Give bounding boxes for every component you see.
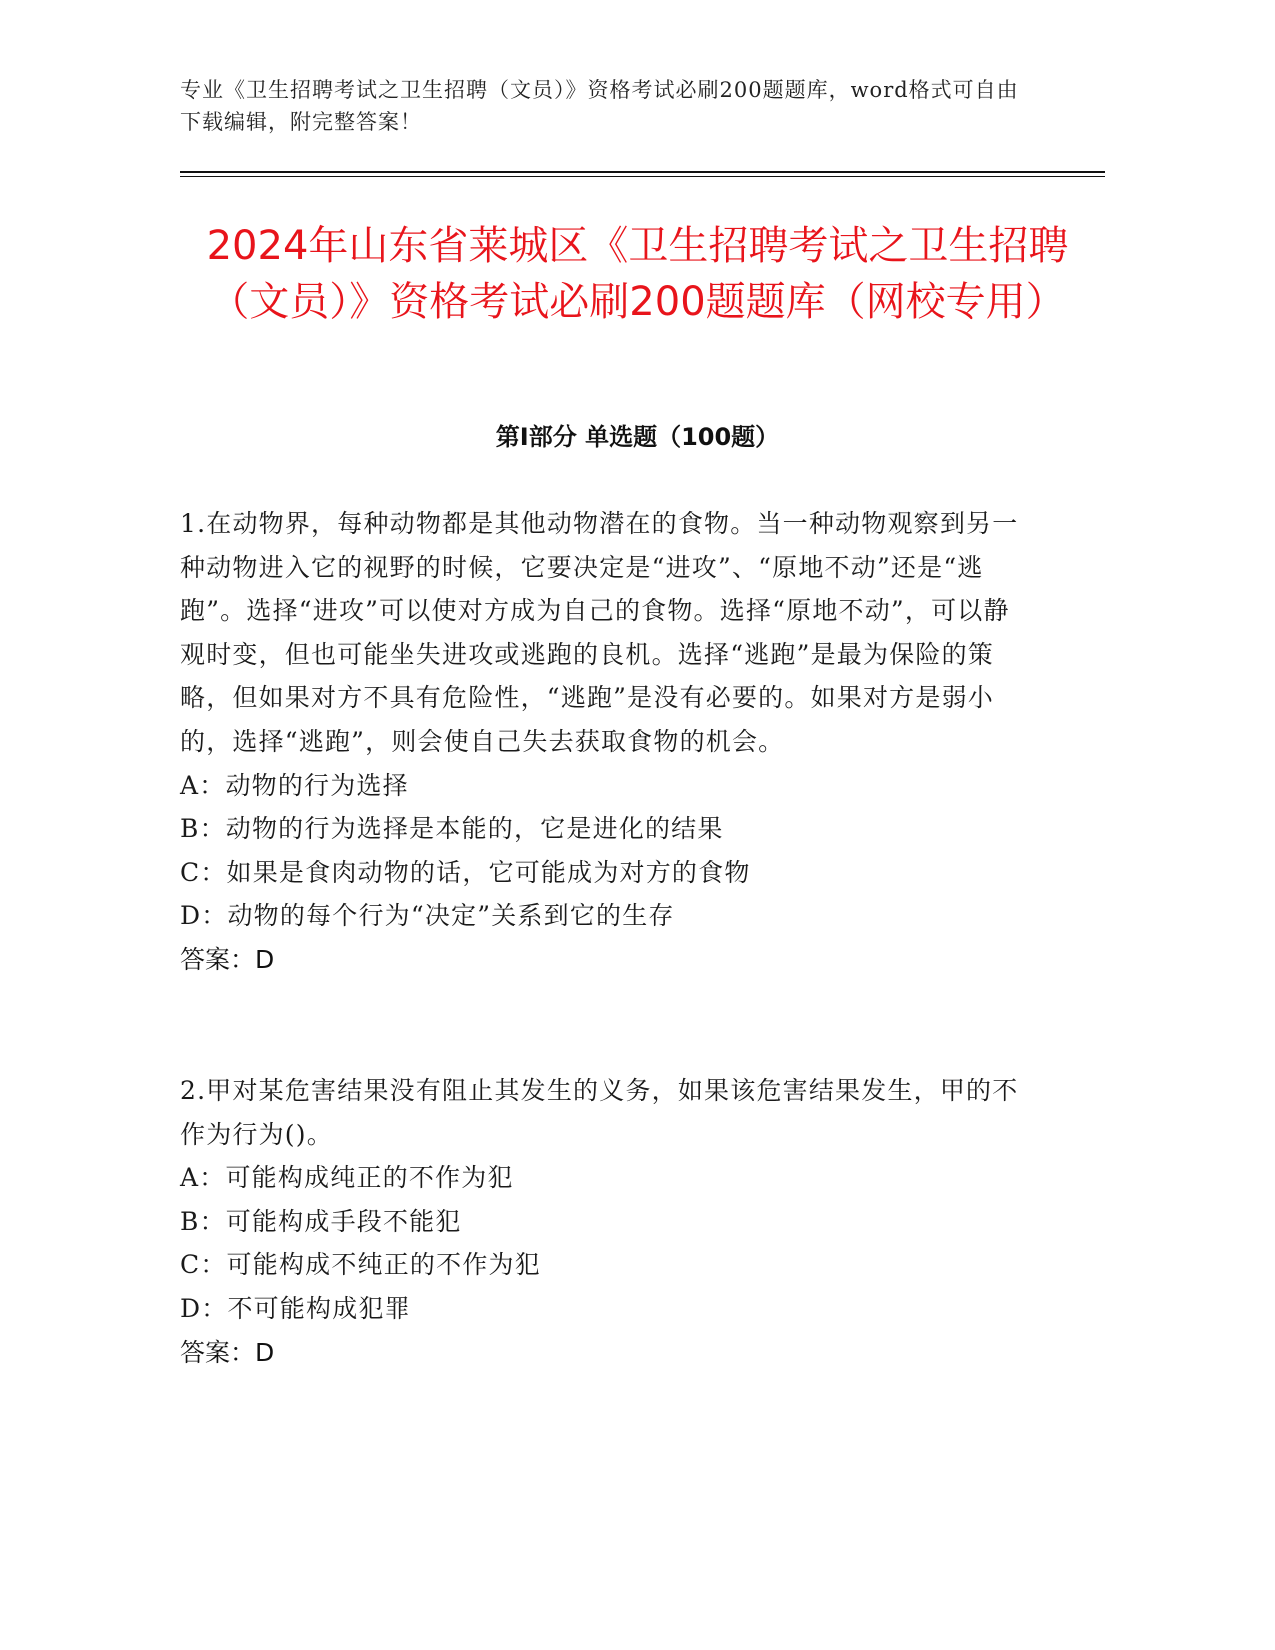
option-a: A：动物的行为选择 [180,770,409,800]
header-divider-thin [180,176,1105,177]
option-c: C：如果是食肉动物的话，它可能成为对方的食物 [180,857,751,887]
question-stem: 1.在动物界，每种动物都是其他动物潜在的食物。当一种动物观察到另一种动物进入它的视野的时候，它要决定是“进攻”、“原地不动”还是“逃跑”。选择“进攻”可以使对方成为自己的食物。选择“原地不动”，可以静观时变，但也可能坐失进攻或逃跑的良机。选择“逃跑”是最为保险的策略，但如果对方不具有危险性，“逃跑”是没有必要的。如果对方是弱小的，选择“逃跑”，则会使自己失去获取食物的机会。 [180,509,1019,756]
option-b: B：动物的行为选择是本能的，它是进化的结果 [180,814,724,844]
header-note: 专业《卫生招聘考试之卫生招聘（文员）》资格考试必刷200题题库，word格式可自由下载编辑，附完整答案！ [180,78,1019,134]
header-divider-thick [180,171,1105,173]
section-title: 第I部分 单选题（100题） [495,423,780,451]
option-c: C：可能构成不纯正的不作为犯 [180,1250,541,1280]
document-title: 2024年山东省莱城区《卫生招聘考试之卫生招聘（文员）》资格考试必刷200题题库（网校专用） [206,223,1069,325]
option-d: D：动物的每个行为“决定”关系到它的生存 [180,901,675,931]
answer: 答案：D [180,1337,275,1367]
option-d: D：不可能构成犯罪 [180,1293,411,1323]
option-a: A：可能构成纯正的不作为犯 [180,1163,514,1193]
option-b: B：可能构成手段不能犯 [180,1206,462,1236]
question-2 [180,1069,1025,1374]
question-stem: 2.甲对某危害结果没有阻止其发生的义务，如果该危害结果发生，甲的不作为行为()。 [180,1076,1019,1149]
question-1 [180,502,1025,982]
answer: 答案：D [180,944,275,974]
